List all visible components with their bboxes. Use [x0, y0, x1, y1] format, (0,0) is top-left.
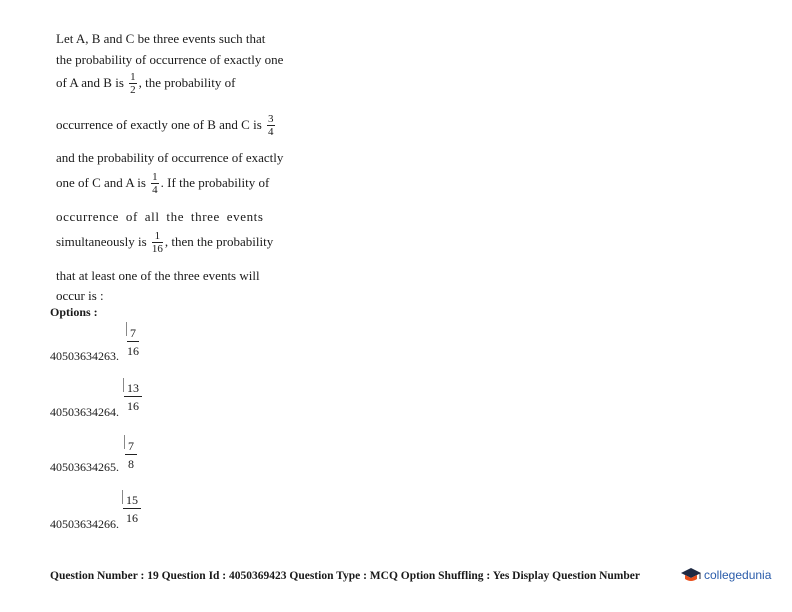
option-2-fraction[interactable] — [124, 382, 142, 412]
fraction-numerator: 1 — [152, 171, 158, 183]
option-1-fraction[interactable] — [127, 327, 139, 357]
question-line-4 — [56, 114, 277, 138]
fraction-one-quarter — [151, 172, 159, 196]
fraction-three-quarters — [267, 114, 275, 138]
fraction-denominator: 2 — [130, 84, 136, 96]
question-line-1: Let A, B and C be three events such that — [56, 31, 266, 46]
option-1-numerator: 7 — [127, 327, 139, 342]
question-line-8 — [56, 231, 273, 255]
collegedunia-logo — [680, 566, 771, 584]
question-line-8-post: , then the probability — [164, 233, 274, 249]
logo-wordmark: collegedunia — [704, 568, 772, 582]
fraction-denominator: 4 — [268, 126, 274, 138]
option-4-denominator: 16 — [126, 511, 138, 525]
option-4-id[interactable]: 40503634266. — [50, 517, 119, 531]
option-3-fraction[interactable] — [125, 440, 137, 470]
option-3-numerator: 7 — [125, 440, 137, 455]
graduation-cap-icon — [680, 566, 702, 584]
option-3-id[interactable]: 40503634265. — [50, 460, 119, 474]
question-line-9: that at least one of the three events will — [56, 268, 260, 283]
fraction-one-half — [129, 72, 137, 96]
option-2-numerator: 13 — [124, 382, 142, 397]
question-metadata-footer: Question Number : 19 Question Id : 4050369423 Question Type : MCQ Option Shuffling : Yes Display Question Number — [50, 570, 640, 582]
options-label: Options : — [50, 305, 98, 319]
question-line-6-post: . If the probability of — [160, 174, 270, 190]
question-line-10: occur is : — [56, 288, 104, 303]
option-2-denominator: 16 — [127, 399, 139, 413]
option-2-id[interactable]: 40503634264. — [50, 405, 119, 419]
fraction-numerator: 1 — [152, 231, 163, 243]
option-3-denominator: 8 — [128, 457, 134, 471]
question-line-7: occurrence of all the three events — [56, 209, 264, 224]
fraction-one-sixteenth — [152, 231, 163, 255]
question-line-5: and the probability of occurrence of exactly — [56, 150, 284, 165]
fraction-denominator: 16 — [151, 243, 163, 255]
fraction-numerator: 1 — [130, 71, 136, 83]
fraction-denominator: 4 — [152, 184, 158, 196]
question-line-8-pre: simultaneously is — [56, 233, 147, 249]
question-line-4-pre: occurrence of exactly one of B and C is — [56, 116, 262, 132]
question-line-6-pre: one of C and A is — [56, 174, 146, 190]
question-line-3 — [56, 72, 235, 96]
question-line-3-pre: of A and B is — [56, 74, 124, 90]
option-1-denominator: 16 — [127, 344, 139, 358]
fraction-numerator: 3 — [268, 113, 274, 125]
option-4-fraction[interactable] — [123, 494, 141, 524]
question-line-3-post: , the probability of — [138, 74, 236, 90]
option-4-numerator: 15 — [123, 494, 141, 509]
question-line-2: the probability of occurrence of exactly one — [56, 52, 284, 67]
option-1-id[interactable]: 40503634263. — [50, 349, 119, 363]
question-line-6 — [56, 172, 269, 196]
